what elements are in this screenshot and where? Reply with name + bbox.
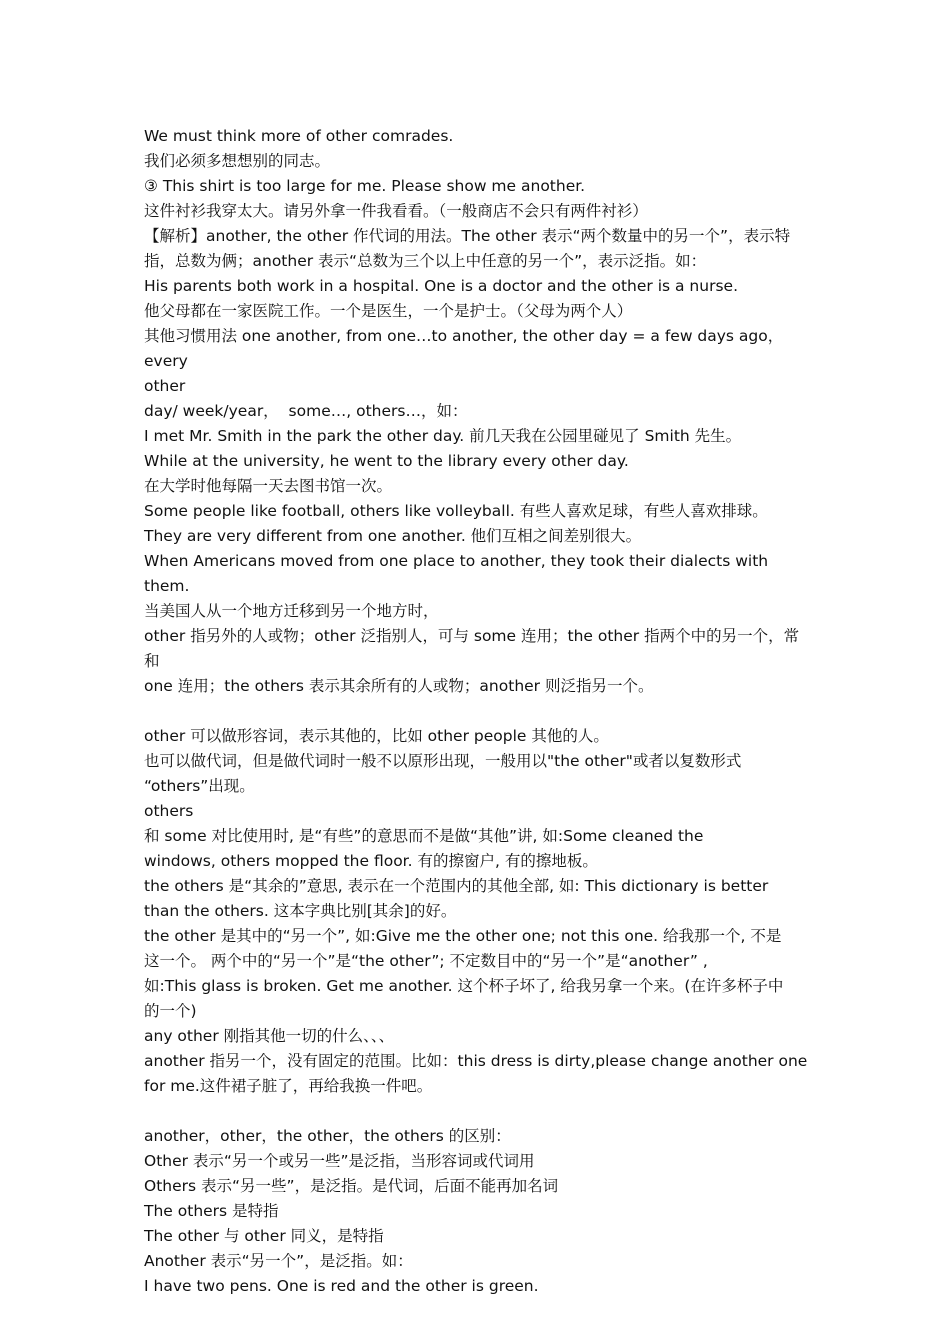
text-line: His parents both work in a hospital. One is a doctor and the other is a nurse. — [144, 277, 738, 295]
text-line: other — [144, 377, 186, 395]
text-line: 的一个) — [144, 1002, 197, 1020]
text-line: We must think more of other comrades. — [144, 127, 454, 145]
text-line: than the others. 这本字典比别[其余]的好。 — [144, 902, 457, 920]
text-line: 如:This glass is broken. Get me another. 这个杯子坏了, 给我另拿一个来。(在许多杯子中 — [144, 977, 784, 995]
text-line: When Americans moved from one place to another, they took their dialects with them. — [144, 552, 774, 595]
blank-line — [144, 1099, 814, 1124]
text-line: one 连用；the others 表示其余所有的人或物；another 则泛指另一个。 — [144, 677, 654, 695]
text-line: another 指另一个，没有固定的范围。比如：this dress is dirty,please change another one — [144, 1052, 808, 1070]
text-line: any other 刚指其他一切的什么、、、 — [144, 1027, 395, 1045]
text-line: 当美国人从一个地方迁移到另一个地方时， — [144, 602, 439, 620]
text-line: I have two pens. One is red and the other is green. — [144, 1277, 539, 1295]
text-line: Some people like football, others like volleyball. 有些人喜欢足球，有些人喜欢排球。 — [144, 502, 768, 520]
text-line: the others 是“其余的”意思, 表示在一个范围内的其他全部, 如: This dictionary is better — [144, 877, 769, 895]
text-line: for me.这件裙子脏了，再给我换一件吧。 — [144, 1077, 433, 1095]
text-line: The others 是特指 — [144, 1202, 279, 1220]
text-line: I met Mr. Smith in the park the other day. 前几天我在公园里碰见了 Smith 先生。 — [144, 427, 742, 445]
text-line: 在大学时他每隔一天去图书馆一次。 — [144, 477, 393, 495]
text-line: other 指另外的人或物；other 泛指别人，可与 some 连用；the other 指两个中的另一个，常和 — [144, 627, 800, 670]
text-line: 和 some 对比使用时, 是“有些”的意思而不是做“其他”讲, 如:Some cleaned the — [144, 827, 704, 845]
text-line: 他父母都在一家医院工作。一个是医生，一个是护士。（父母为两个人） — [144, 302, 633, 320]
text-line: 我们必须多想想别的同志。 — [144, 152, 331, 170]
text-line: 其他习惯用法 one another, from one…to another, the other day = a few days ago，every — [144, 327, 784, 370]
text-line: 【解析】another, the other 作代词的用法。The other 表示“两个数量中的另一个”，表示特 — [144, 227, 791, 245]
text-line: ③ This shirt is too large for me. Please show me another. — [144, 177, 586, 195]
text-line: 也可以做代词，但是做代词时一般不以原形出现，一般用以"the other"或者以复数形式 — [144, 752, 742, 770]
text-line: Other 表示“另一个或另一些”是泛指，当形容词或代词用 — [144, 1152, 535, 1170]
text-line: the other 是其中的“另一个”, 如:Give me the other one; not this one. 给我那一个, 不是 — [144, 927, 782, 945]
text-line: 这件衬衫我穿太大。请另外拿一件我看看。（一般商店不会只有两件衬衫） — [144, 202, 648, 220]
text-line: Others 表示“另一些”，是泛指。是代词，后面不能再加名词 — [144, 1177, 559, 1195]
text-line: While at the university, he went to the library every other day. — [144, 452, 629, 470]
text-line: The other 与 other 同义，是特指 — [144, 1227, 384, 1245]
text-line: another，other，the other，the others 的区别： — [144, 1127, 511, 1145]
text-line: others — [144, 802, 194, 820]
text-line: windows, others mopped the floor. 有的擦窗户, 有的擦地板。 — [144, 852, 598, 870]
blank-line — [144, 699, 814, 724]
text-line: They are very different from one another. 他们互相之间差别很大。 — [144, 527, 642, 545]
document-body — [144, 124, 814, 1299]
text-line: 这一个。 两个中的“另一个”是“the other”; 不定数目中的“另一个”是“another” , — [144, 952, 708, 970]
text-line: “others”出现。 — [144, 777, 255, 795]
text-line: Another 表示“另一个”，是泛指。如： — [144, 1252, 413, 1270]
text-line: other 可以做形容词，表示其他的，比如 other people 其他的人。 — [144, 727, 609, 745]
text-line: day/ week/year， some…, others…，如： — [144, 402, 468, 420]
text-line: 指，总数为俩；another 表示“总数为三个以上中任意的另一个”，表示泛指。如： — [144, 252, 707, 270]
